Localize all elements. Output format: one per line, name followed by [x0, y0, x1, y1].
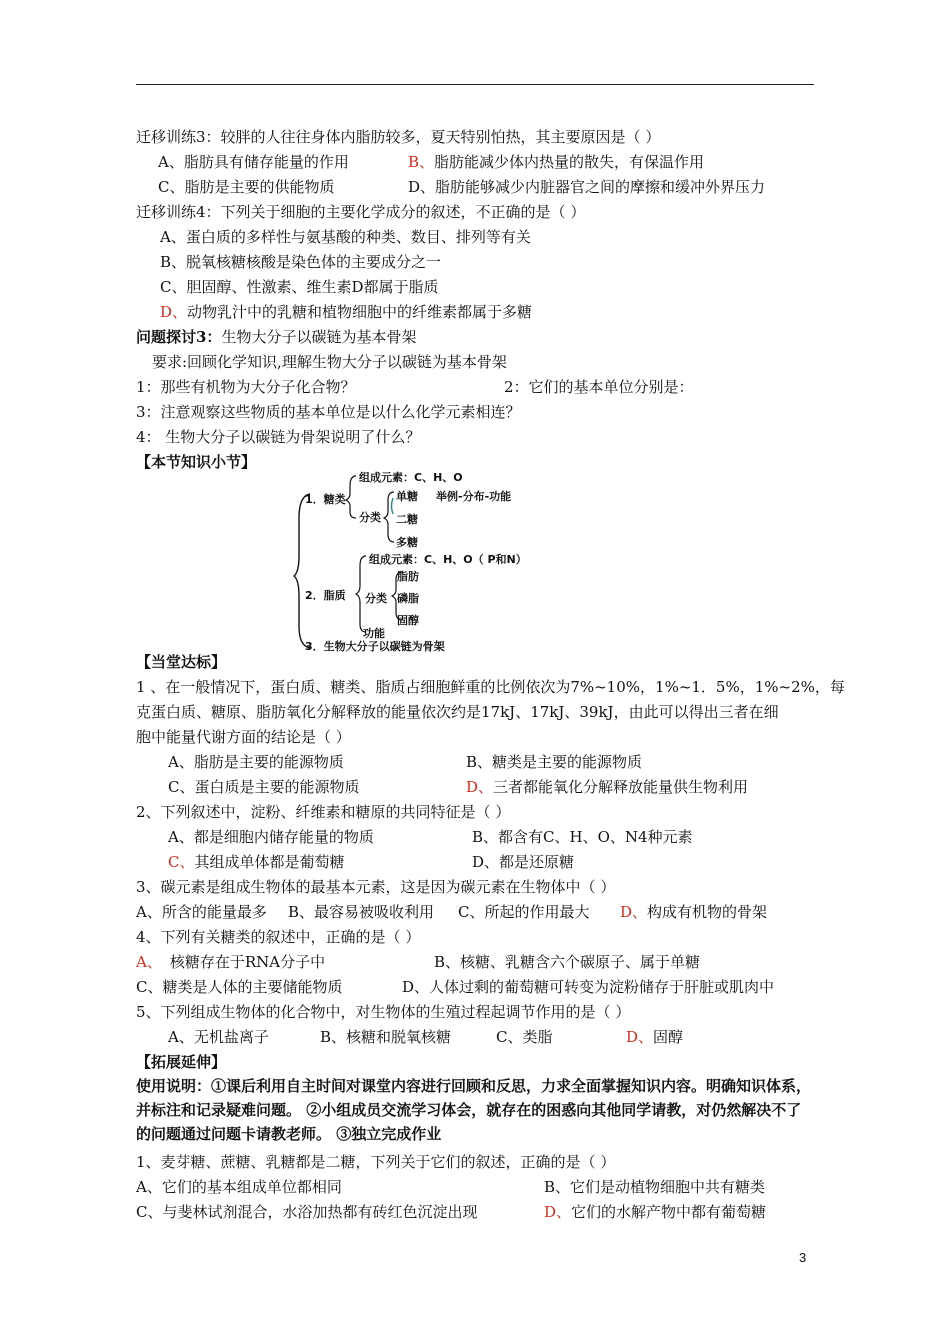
- q3-option-b: B、最容易被吸收利用: [288, 903, 435, 921]
- q5-option-a: A、无机盐离子: [168, 1028, 269, 1046]
- disaccharide-label: 二糖: [396, 513, 418, 526]
- q1-option-d: D、三者都能氧化分解释放能量供生物利用: [466, 778, 749, 796]
- phospholipid-label: 磷脂: [397, 592, 419, 605]
- train4-option-c: C、胆固醇、性激素、维生素D都属于脂质: [160, 278, 439, 296]
- train4-question: 迁移训练4：下列关于细胞的主要化学成分的叙述，不正确的是（ ）: [136, 203, 586, 221]
- q2-option-c: C、其组成单体都是葡萄糖: [168, 853, 345, 871]
- explore3-q2: 2：它们的基本单位分别是：: [504, 378, 694, 396]
- q2-option-a: A、都是细胞内储存能量的物质: [168, 828, 374, 846]
- explore3-q3: 3：注意观察这些物质的基本单位是以什么化学元素相连？: [136, 403, 521, 421]
- answer-mark: A、: [136, 953, 162, 971]
- q5-option-d: D、固醇: [626, 1028, 684, 1046]
- standard-q5: 5、下列组成生物体的化合物中，对生物体的生殖过程起调节作用的是（ ）: [136, 1003, 631, 1021]
- standard-heading: 【当堂达标】: [136, 653, 227, 671]
- q2-option-b: B、都含有C、H、O、N4种元素: [472, 828, 693, 846]
- q4-option-b: B、核糖、乳糖含六个碳原子、属于单糖: [434, 953, 701, 971]
- train4-option-b: B、脱氧核糖核酸是染色体的主要成分之一: [160, 253, 442, 271]
- standard-q1-line3: 胞中能量代谢方面的结论是（ ）: [136, 728, 351, 746]
- answer-mark: D、: [466, 778, 494, 796]
- main-brace: [294, 494, 310, 648]
- summary-heading: 【本节知识小节】: [136, 453, 257, 471]
- explore3-q1: 1：那些有机物为大分子化合物？: [136, 378, 356, 396]
- explore3-requirement: 要求:回顾化学知识,理解生物大分子以碳链为基本骨架: [152, 353, 507, 371]
- polysaccharide-label: 多糖: [396, 536, 418, 549]
- q5-option-c: C、类脂: [496, 1028, 553, 1046]
- explore3-q4: 4： 生物大分子以碳链为骨架说明了什么？: [136, 428, 421, 446]
- extend-q1-option-d: D、它们的水解产物中都有葡萄糖: [544, 1203, 767, 1221]
- sugar-class-label: 分类: [359, 511, 381, 524]
- page-number: 3: [799, 1250, 807, 1265]
- sugar-label: 1．糖类: [305, 493, 346, 506]
- sugar-brace: [346, 476, 356, 518]
- train3-option-d: D、脂肪能够减少内脏器官之间的摩擦和缓冲外界压力: [408, 178, 766, 196]
- answer-mark: B、: [408, 153, 435, 171]
- train3-option-a: A、脂肪具有储存能量的作用: [158, 153, 349, 171]
- standard-q1-line1: 1 、在一般情况下，蛋白质、糖类、脂质占细胞鲜重的比例依次为7%~10%，1%~1．5%，1%~2%，每: [136, 678, 845, 696]
- sugar-elements: 组成元素：C、H、O: [359, 471, 463, 484]
- q3-option-d: D、构成有机物的骨架: [620, 903, 768, 921]
- lipid-label: 2．脂质: [305, 589, 346, 602]
- sugar-accent-line: [392, 498, 394, 514]
- q4-option-a: A、 核糖存在于RNA分子中: [136, 953, 326, 971]
- standard-q4: 4、下列有关糖类的叙述中，正确的是（ ）: [136, 928, 421, 946]
- q3-option-a: A、所含的能量最多: [136, 903, 267, 921]
- answer-mark: C、: [168, 853, 195, 871]
- standard-q3: 3、碳元素是组成生物体的最基本元素，这是因为碳元素在生物体中（ ）: [136, 878, 616, 896]
- train3-option-c: C、脂肪是主要的供能物质: [158, 178, 335, 196]
- extend-heading: 【拓展延伸】: [136, 1053, 227, 1071]
- q4-option-c: C、糖类是人体的主要储能物质: [136, 978, 343, 996]
- fat-label: 脂肪: [397, 570, 419, 583]
- train4-option-d: D、动物乳汁中的乳糖和植物细胞中的纤维素都属于多糖: [160, 303, 533, 321]
- explore3-title: 问题探讨3：生物大分子以碳链为基本骨架: [136, 328, 417, 346]
- standard-q2: 2、下列叙述中，淀粉、纤维素和糖原的共同特征是（ ）: [136, 803, 511, 821]
- macromolecule-label: 3．生物大分子以碳链为骨架: [305, 640, 445, 653]
- answer-mark: D、: [626, 1028, 654, 1046]
- answer-mark: D、: [620, 903, 648, 921]
- header-rule: [136, 84, 814, 85]
- lipid-elements: 组成元素：C、H、O（ P和N）: [369, 553, 527, 566]
- extend-q1: 1、麦芽糖、蔗糖、乳糖都是二糖，下列关于它们的叙述，正确的是（ ）: [136, 1153, 616, 1171]
- train3-question: 迁移训练3：较胖的人往往身体内脂肪较多，夏天特别怕热，其主要原因是（ ）: [136, 128, 661, 146]
- standard-q1-line2: 克蛋白质、糖原、脂肪氧化分解释放的能量依次约是17kJ、17kJ、39kJ，由此可以得出三者在细: [136, 703, 779, 721]
- q5-option-b: B、核糖和脱氧核糖: [320, 1028, 452, 1046]
- q1-option-c: C、蛋白质是主要的能源物质: [168, 778, 360, 796]
- monosaccharide-label: 单糖: [396, 490, 418, 503]
- q3-option-c: C、所起的作用最大: [458, 903, 590, 921]
- lipid-class-label: 分类: [365, 592, 387, 605]
- train4-option-a: A、蛋白质的多样性与氨基酸的种类、数目、排列等有关: [160, 228, 531, 246]
- q1-option-a: A、脂肪是主要的能源物质: [168, 753, 344, 771]
- train3-option-b: B、脂肪能减少体内热量的散失，有保温作用: [408, 153, 705, 171]
- extend-usage: 使用说明：①课后利用自主时间对课堂内容进行回顾和反思，力求全面掌握知识内容。明确知识体系，并标注和记录疑难问题。 ②小组成员交流学习体会，就存在的困惑向其他同学请教，对仍然解决不了的问题通过问题卡请教老师。 ③独立完成作业: [136, 1077, 812, 1143]
- monosaccharide-note: 举例-分布-功能: [436, 490, 512, 503]
- function-label: 功能: [363, 627, 385, 640]
- answer-mark: D、: [160, 303, 188, 321]
- q2-option-d: D、都是还原糖: [472, 853, 575, 871]
- extend-q1-option-a: A、它们的基本组成单位都相同: [136, 1178, 342, 1196]
- q4-option-d: D、人体过剩的葡萄糖可转变为淀粉储存于肝脏或肌肉中: [402, 978, 775, 996]
- sterol-label: 固醇: [397, 614, 419, 627]
- answer-mark: D、: [544, 1203, 572, 1221]
- extend-q1-option-b: B、它们是动植物细胞中共有糖类: [544, 1178, 766, 1196]
- q1-option-b: B、糖类是主要的能源物质: [466, 753, 643, 771]
- extend-q1-option-c: C、与斐林试剂混合，水浴加热都有砖红色沉淀出现: [136, 1203, 478, 1221]
